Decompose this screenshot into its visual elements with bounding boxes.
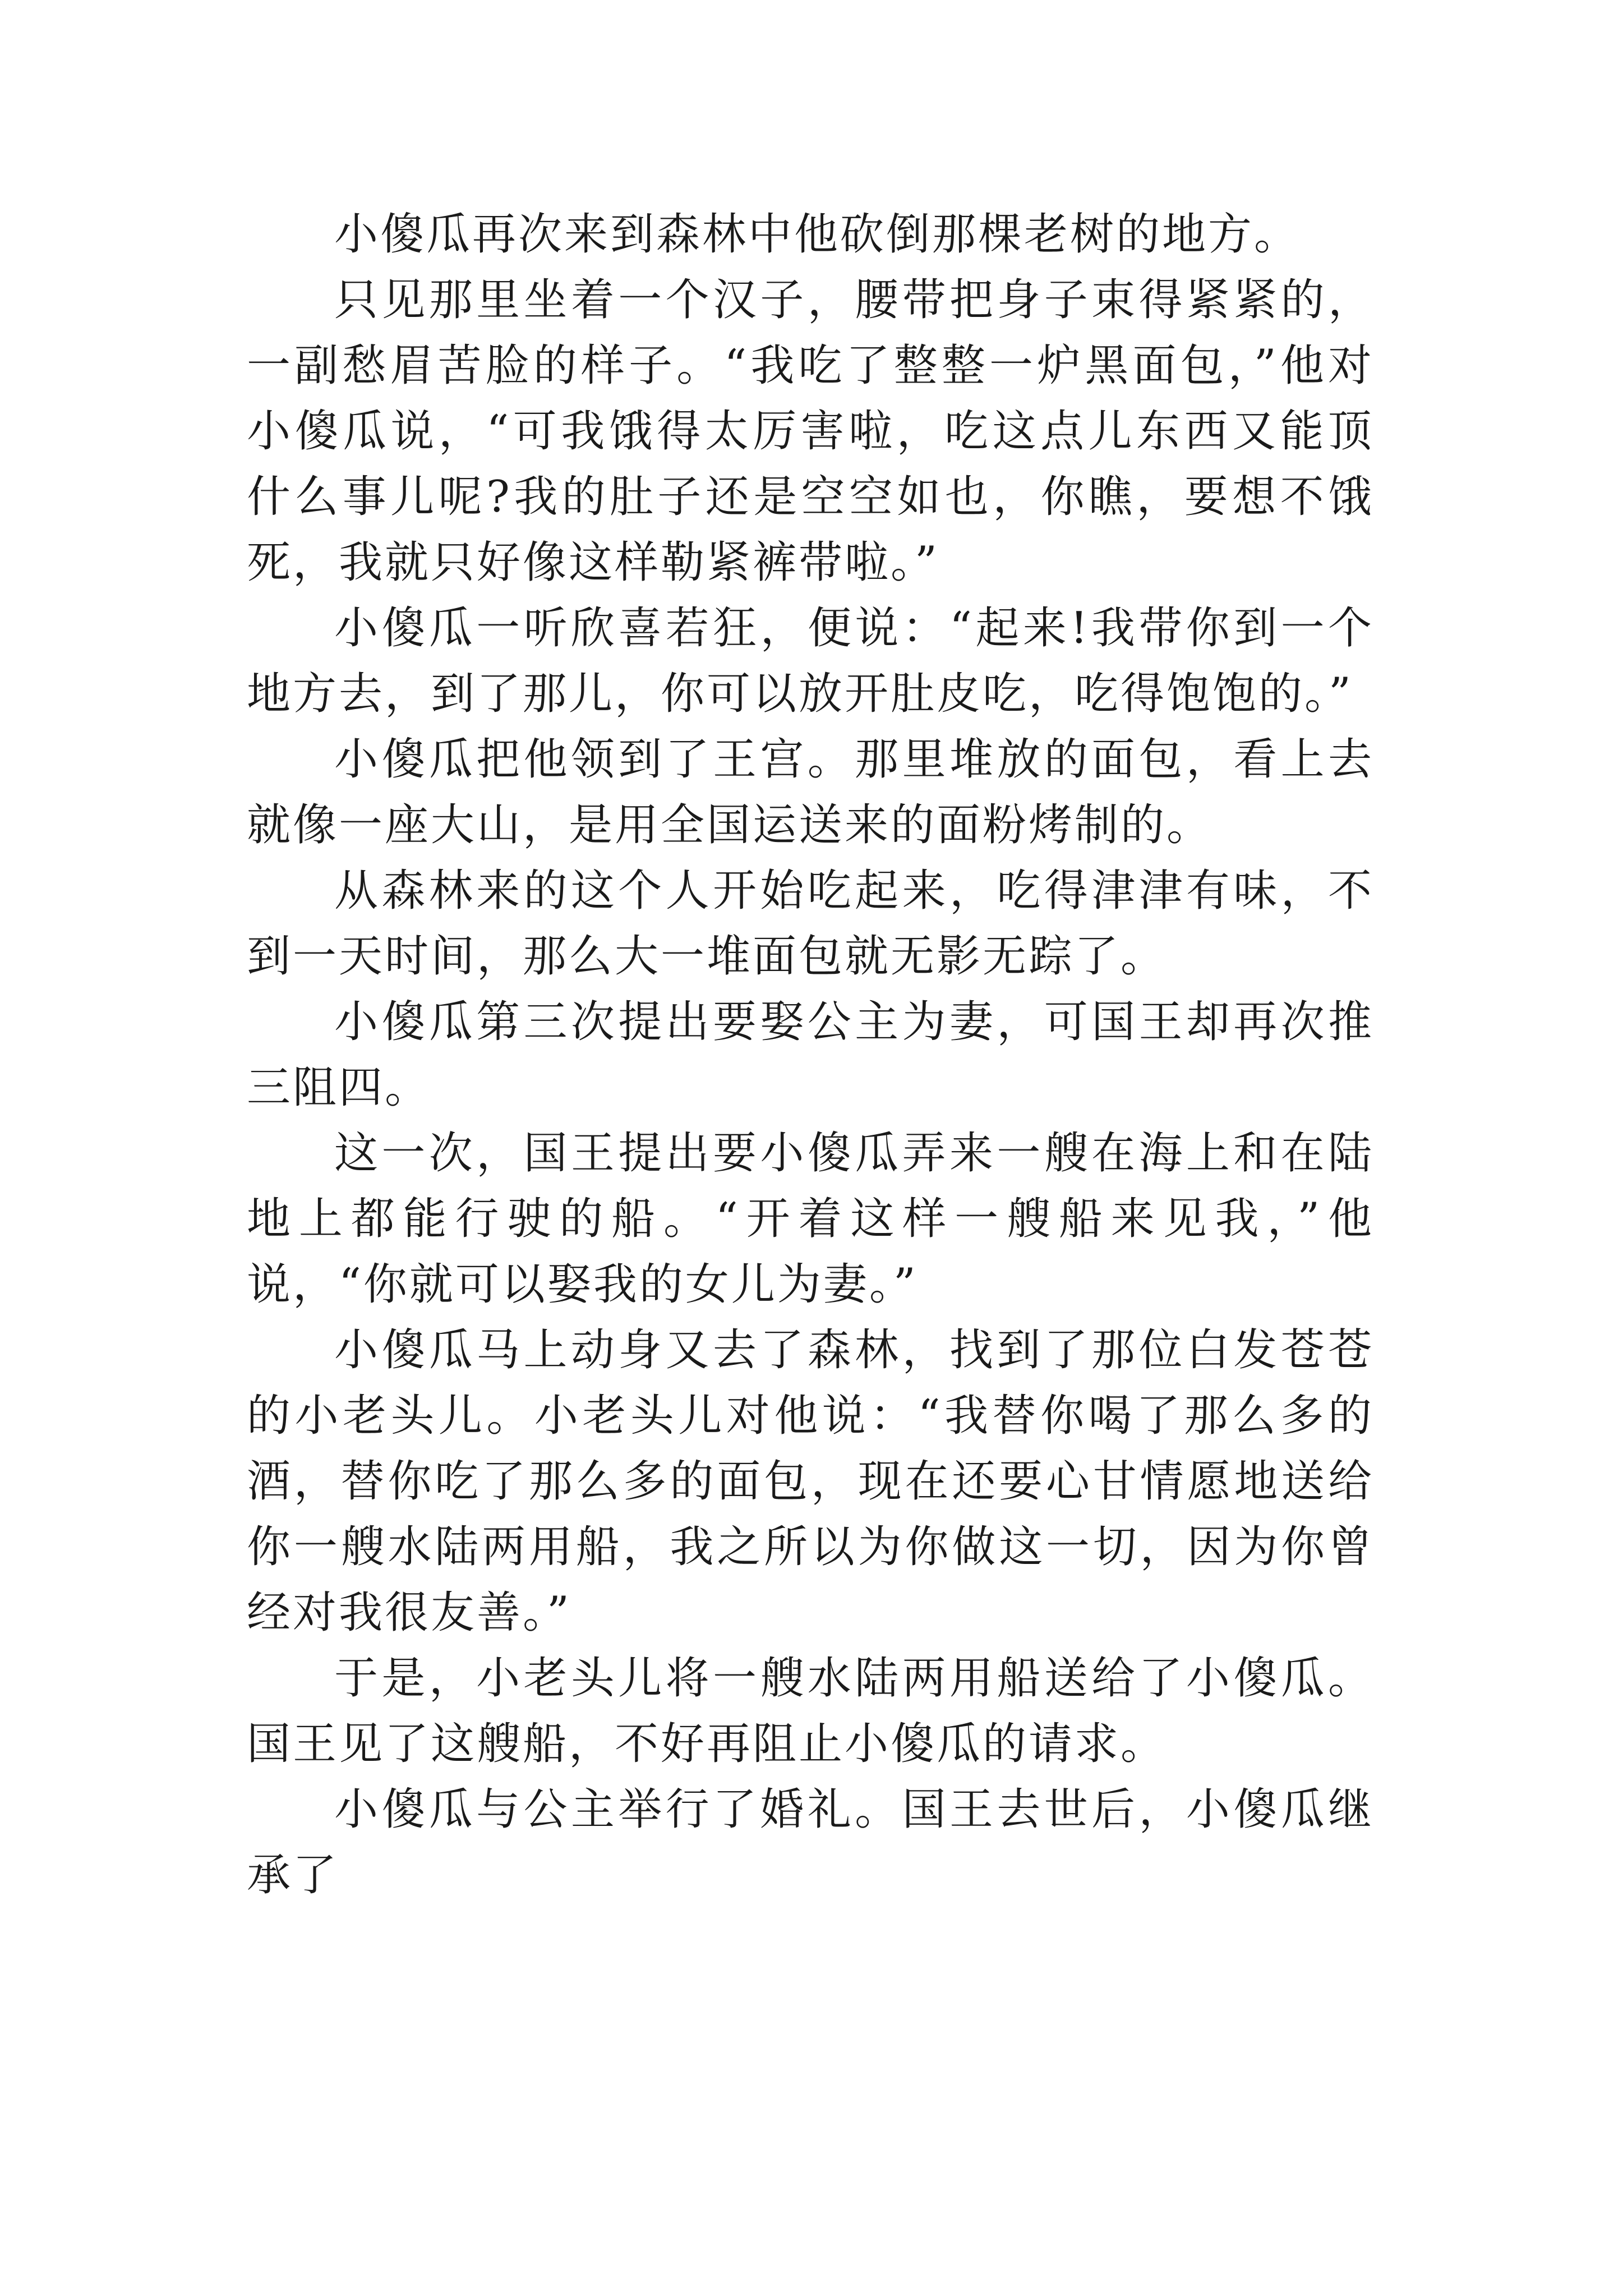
paragraph: 小傻瓜再次来到森林中他砍倒那棵老树的地方。 [334, 209, 1301, 260]
paragraph: 小傻瓜一听欣喜若狂，便说：“起来!我带你到一个地方去，到了那儿，你可以放开肚皮吃，吃得饱饱的。” [247, 603, 1374, 719]
paragraph: 于是，小老头儿将一艘水陆两用船送给了小傻瓜。国王见了这艘船，不好再阻止小傻瓜的请求。 [247, 1653, 1374, 1769]
paragraph: 这一次，国王提出要小傻瓜弄来一艘在海上和在陆地上都能行驶的船。“开着这样一艘船来见我，”他说，“你就可以娶我的女儿为妻。” [247, 1128, 1374, 1310]
paragraph: 小傻瓜第三次提出要娶公主为妻，可国王却再次推三阻四。 [247, 997, 1374, 1113]
paragraph: 小傻瓜马上动身又去了森林，找到了那位白发苍苍的小老头儿。小老头儿对他说：“我替你喝了那么多的酒，替你吃了那么多的面包，现在还要心甘情愿地送给你一艘水陆两用船，我之所以为你做这一切，因为你曾经对我很友善。” [247, 1325, 1374, 1638]
paragraph: 小傻瓜把他领到了王宫。那里堆放的面包，看上去就像一座大山，是用全国运送来的面粉烤制的。 [247, 734, 1374, 850]
paragraph: 小傻瓜与公主举行了婚礼。国王去世后，小傻瓜继承了 [247, 1784, 1374, 1901]
paragraph: 从森林来的这个人开始吃起来，吃得津津有味，不到一天时间，那么大一堆面包就无影无踪了。 [247, 866, 1374, 982]
paragraph: 只见那里坐着一个汉子，腰带把身子束得紧紧的，一副愁眉苦脸的样子。“我吃了整整一炉黑面包，”他对小傻瓜说，“可我饿得太厉害啦，吃这点儿东西又能顶什么事儿呢?我的肚子还是空空如也，你瞧，要想不饿死，我就只好像这样勒紧裤带啦。” [247, 275, 1374, 588]
story-text [247, 202, 1374, 1908]
